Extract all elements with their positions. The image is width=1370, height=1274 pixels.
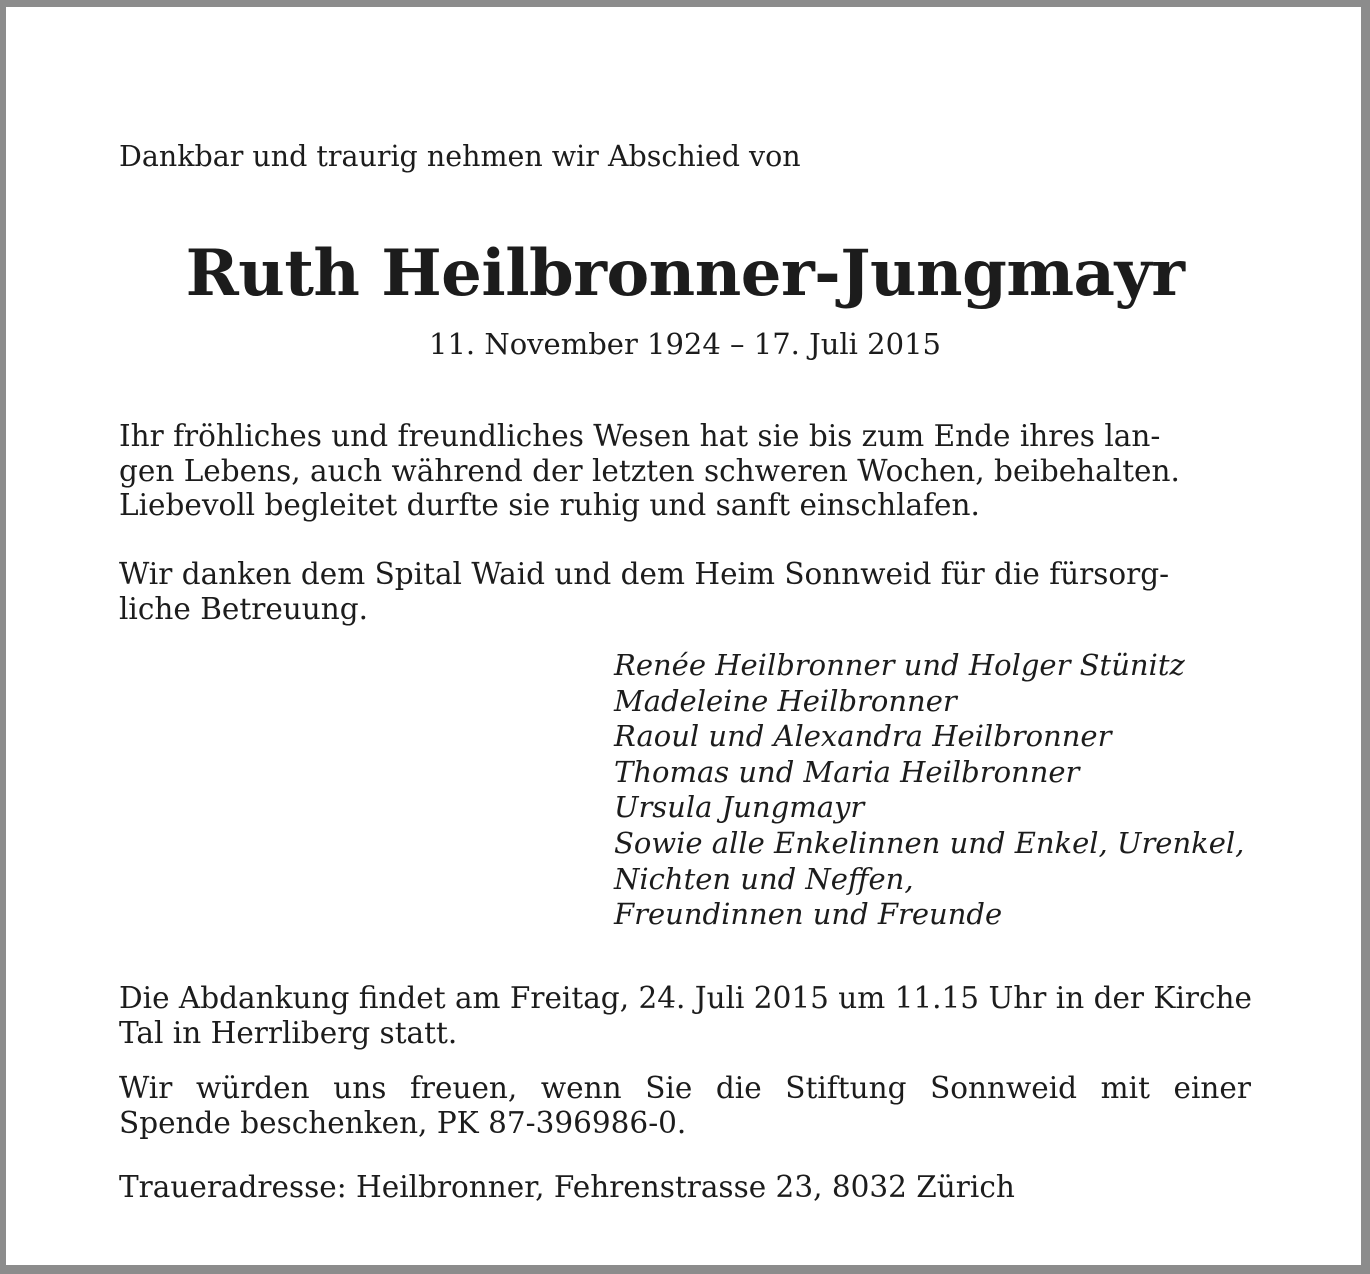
mourner-entry: Freundinnen und Freunde: [614, 897, 1003, 932]
text-line: Die Abdankung findet am Freitag, 24. Juli 2015 um 11.15 Uhr in der Kirche: [119, 981, 1252, 1015]
text-line: Liebevoll begleitet durfte sie ruhig und sanft einschlafen.: [119, 488, 980, 522]
paragraph-character: [119, 419, 1251, 523]
mourning-address: [119, 1170, 1251, 1205]
life-dates: 11. November 1924 – 17. Juli 2015: [429, 327, 941, 361]
mourner-entry: Madeleine Heilbronner: [614, 683, 957, 718]
mourner-entry: Sowie alle Enkelinnen und Enkel, Urenkel,: [614, 825, 1245, 860]
deceased-name: Ruth Heilbronner-Jungmayr: [185, 236, 1185, 311]
text-line: gen Lebens, auch während der letzten schweren Wochen, beibehalten.: [119, 453, 1180, 488]
mourner-entry: Nichten und Neffen,: [614, 861, 914, 896]
text-line: Wir würden uns freuen, wenn Sie die Stiftung Sonnweid mit einer: [119, 1071, 1251, 1105]
mourner-entry: Ursula Jungmayr: [614, 790, 865, 825]
text-line: Spende beschenken, PK 87-396986-0.: [119, 1105, 687, 1140]
mourners-list: [614, 648, 1244, 933]
paragraph-donation: [119, 1071, 1251, 1140]
mourner-entry: Renée Heilbronner und Holger Stünitz: [614, 648, 1185, 682]
text-line: Wir danken dem Spital Waid und dem Heim Sonnweid für die fürsorg-: [119, 557, 1170, 591]
text-line: Traueradresse: Heilbronner, Fehrenstrasse 23, 8032 Zürich: [119, 1170, 1015, 1204]
mourner-entry: Raoul und Alexandra Heilbronner: [614, 719, 1112, 754]
text-line: Ihr fröhliches und freundliches Wesen hat sie bis zum Ende ihres lan-: [119, 419, 1161, 453]
text-line: Tal in Herrliberg statt.: [119, 1015, 458, 1050]
intro-line: Dankbar und traurig nehmen wir Abschied von: [119, 140, 801, 173]
paragraph-service: [119, 981, 1251, 1050]
mourner-entry: Thomas und Maria Heilbronner: [614, 754, 1080, 789]
text-line: liche Betreuung.: [119, 591, 369, 626]
paragraph-thanks: [119, 557, 1251, 626]
